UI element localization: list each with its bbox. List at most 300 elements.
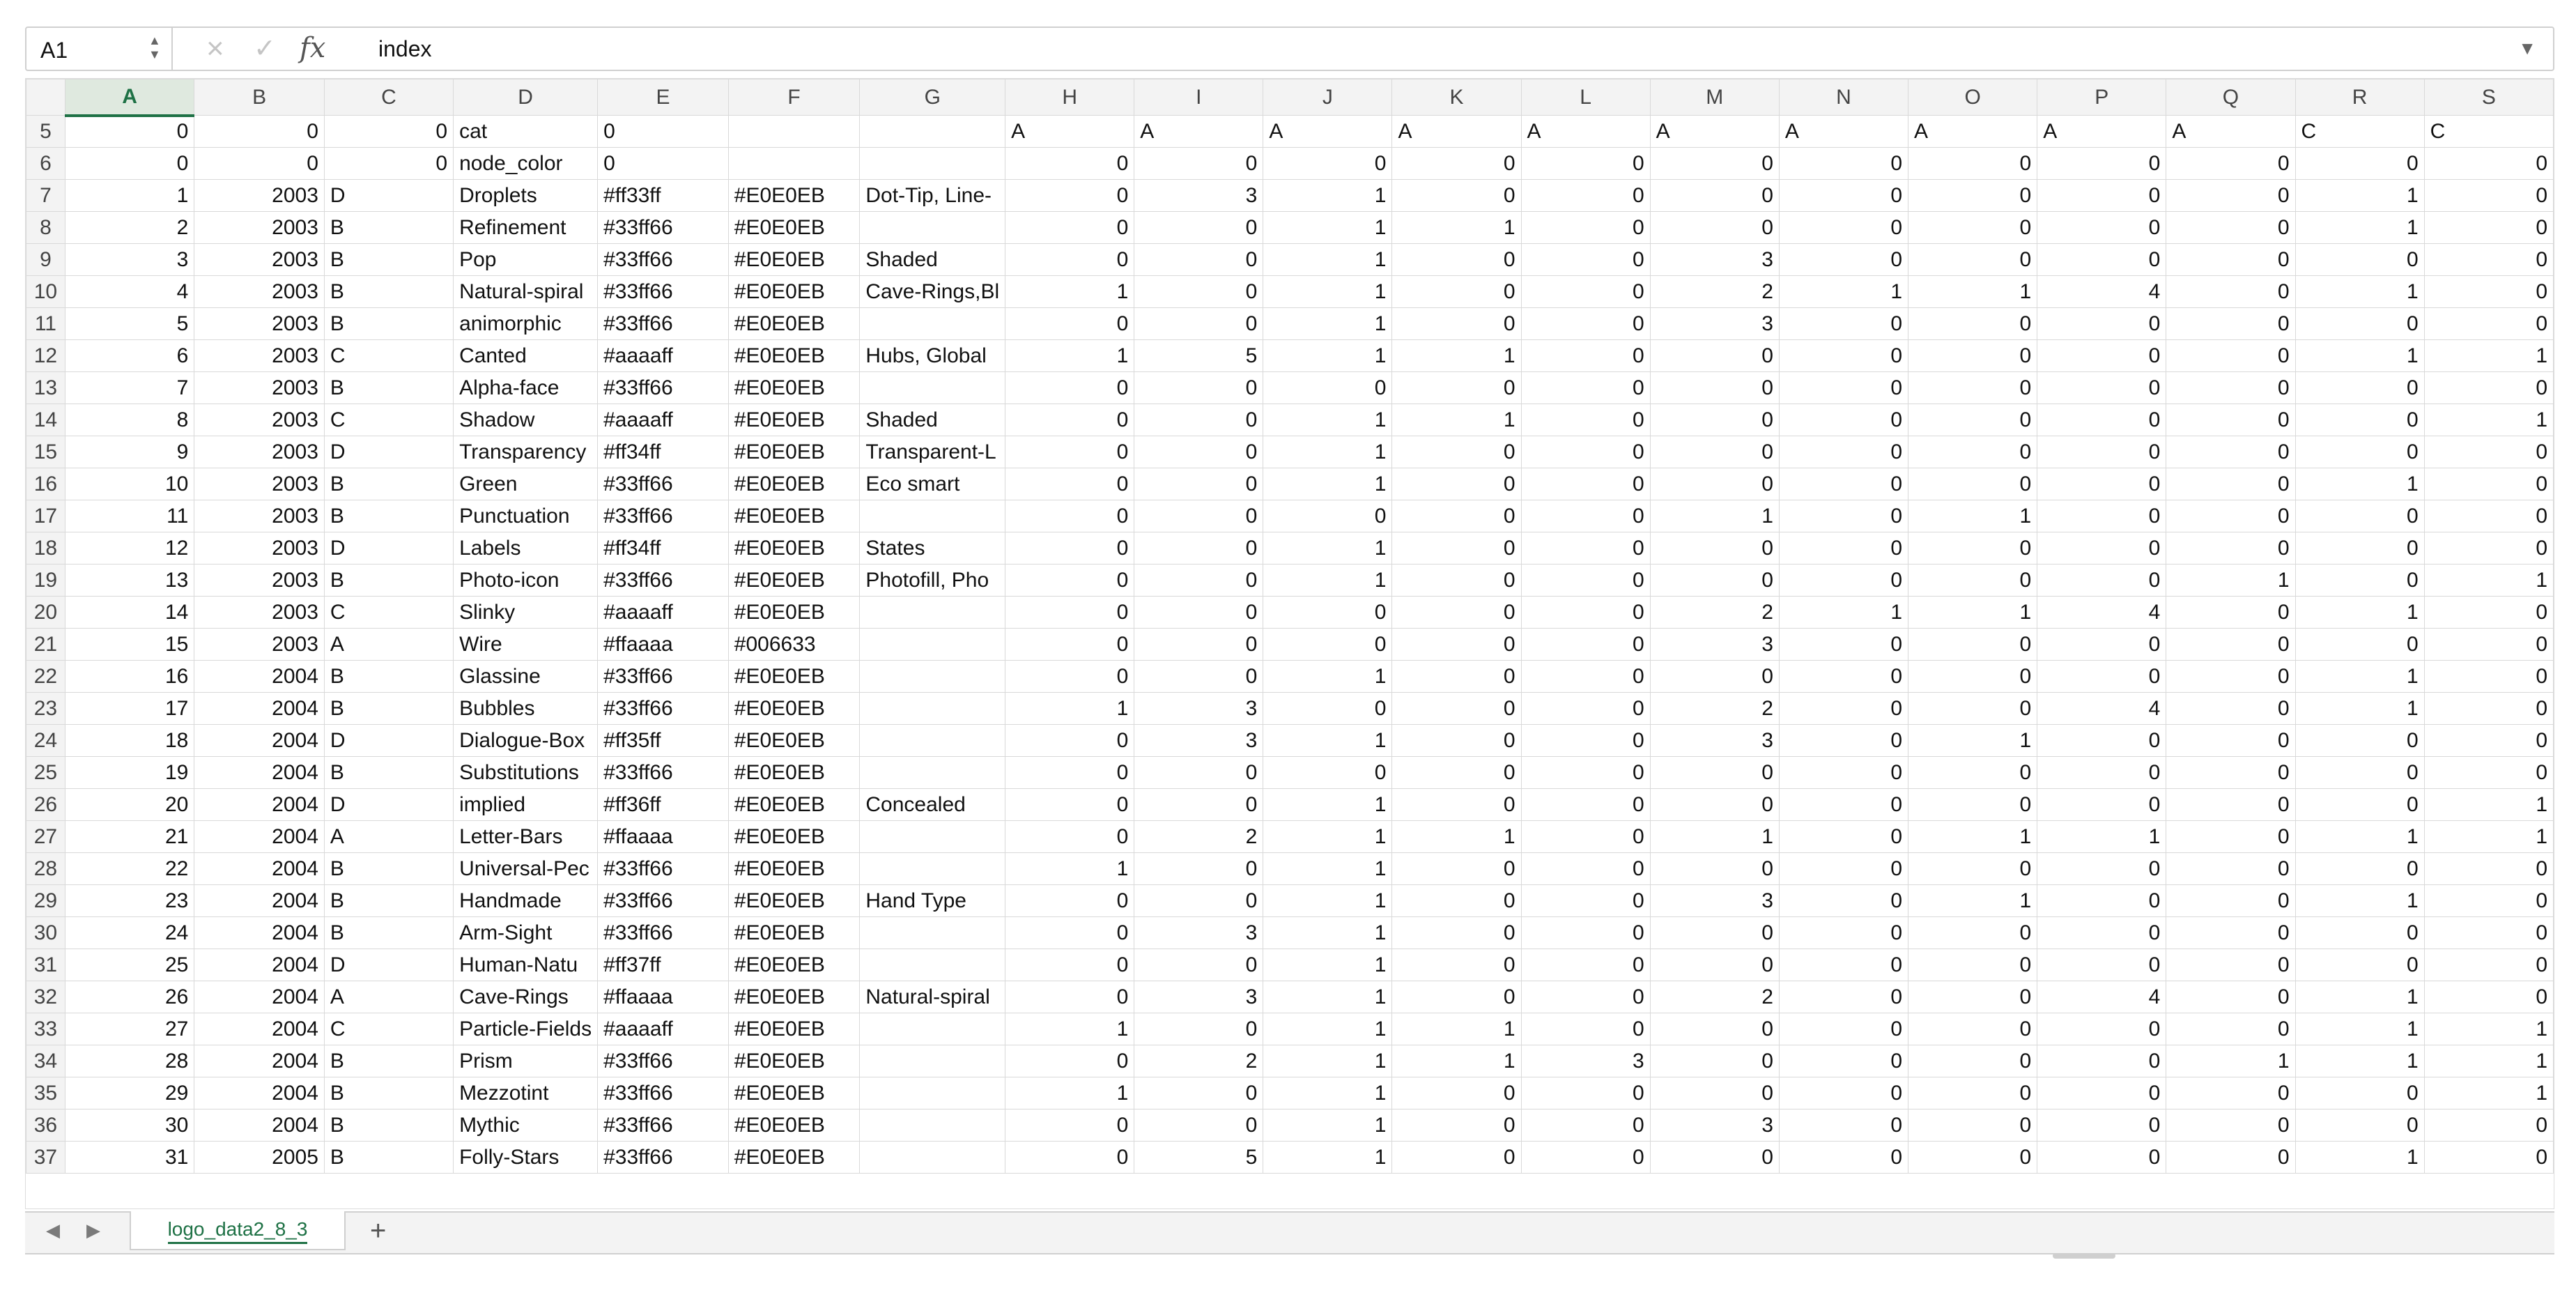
cell[interactable]: 0 xyxy=(2295,789,2424,821)
cell[interactable]: 0 xyxy=(1005,917,1134,949)
cell[interactable]: 0 xyxy=(1650,789,1779,821)
cell[interactable]: 30 xyxy=(65,1109,194,1142)
cell[interactable]: 0 xyxy=(2295,757,2424,789)
cell[interactable]: 0 xyxy=(1005,597,1134,629)
cell[interactable]: cat xyxy=(454,116,598,148)
cell[interactable]: 0 xyxy=(1779,1045,1908,1077)
cell[interactable]: 0 xyxy=(1908,148,2037,180)
cell[interactable]: 2004 xyxy=(194,1045,325,1077)
cell[interactable]: 0 xyxy=(1392,629,1521,661)
cell[interactable]: Cave-Rings,Bl xyxy=(860,276,1005,308)
row-header[interactable]: 10 xyxy=(26,276,65,308)
cell[interactable]: A xyxy=(1392,116,1521,148)
cell[interactable]: 0 xyxy=(1521,404,1650,436)
cell[interactable]: 2004 xyxy=(194,1109,325,1142)
cell[interactable]: 0 xyxy=(2166,1077,2295,1109)
column-header[interactable]: R xyxy=(2295,79,2424,116)
cell[interactable]: 0 xyxy=(1521,885,1650,917)
cell[interactable]: 24 xyxy=(65,917,194,949)
cell[interactable]: 0 xyxy=(1005,404,1134,436)
cell[interactable]: 0 xyxy=(2037,1109,2166,1142)
cell[interactable]: 0 xyxy=(2037,1013,2166,1045)
cell[interactable]: 3 xyxy=(1650,244,1779,276)
cell[interactable]: 3 xyxy=(1650,725,1779,757)
row-header[interactable]: 35 xyxy=(26,1077,65,1109)
cell[interactable]: 0 xyxy=(1779,148,1908,180)
cell[interactable]: 0 xyxy=(2424,661,2553,693)
cell[interactable]: 0 xyxy=(1779,981,1908,1013)
cell[interactable]: 0 xyxy=(1134,949,1263,981)
cell[interactable]: 0 xyxy=(1134,885,1263,917)
row-header[interactable]: 16 xyxy=(26,468,65,500)
cell[interactable]: 0 xyxy=(2295,532,2424,565)
cell[interactable]: Arm-Sight xyxy=(454,917,598,949)
cell[interactable]: 1 xyxy=(2037,821,2166,853)
column-header[interactable]: S xyxy=(2424,79,2553,116)
cell[interactable]: Cave-Rings xyxy=(454,981,598,1013)
cell[interactable]: 0 xyxy=(1908,340,2037,372)
cell[interactable]: 0 xyxy=(1779,468,1908,500)
cell[interactable]: 1 xyxy=(1263,917,1392,949)
cell[interactable]: 2 xyxy=(1650,693,1779,725)
cell[interactable]: 3 xyxy=(1650,885,1779,917)
cell[interactable]: 0 xyxy=(2037,532,2166,565)
cell[interactable]: 0 xyxy=(1392,981,1521,1013)
cell[interactable]: 0 xyxy=(1134,597,1263,629)
cell[interactable]: 0 xyxy=(1521,853,1650,885)
cell[interactable]: 0 xyxy=(1005,565,1134,597)
cell[interactable]: 0 xyxy=(1392,500,1521,532)
cell[interactable]: 0 xyxy=(1908,1013,2037,1045)
cell[interactable]: 0 xyxy=(1650,372,1779,404)
cell[interactable]: 0 xyxy=(1392,276,1521,308)
cell[interactable]: 1 xyxy=(1908,885,2037,917)
cell[interactable] xyxy=(860,821,1005,853)
cell[interactable]: 0 xyxy=(1521,212,1650,244)
cell[interactable]: 0 xyxy=(1779,308,1908,340)
cell[interactable]: Slinky xyxy=(454,597,598,629)
cell[interactable]: 3 xyxy=(65,244,194,276)
cell[interactable]: A xyxy=(1263,116,1392,148)
cell[interactable]: Mezzotint xyxy=(454,1077,598,1109)
cell[interactable]: 0 xyxy=(1650,148,1779,180)
cell[interactable]: 1 xyxy=(2424,404,2553,436)
cell[interactable]: 0 xyxy=(324,148,453,180)
cell[interactable]: 0 xyxy=(1005,725,1134,757)
cell[interactable]: #ffaaaa xyxy=(598,629,729,661)
cell[interactable]: #ff34ff xyxy=(598,532,729,565)
cell[interactable]: 0 xyxy=(2037,500,2166,532)
cell[interactable]: 0 xyxy=(2424,853,2553,885)
cell[interactable]: Shaded xyxy=(860,404,1005,436)
cell[interactable]: 0 xyxy=(2166,372,2295,404)
cell[interactable]: 0 xyxy=(2037,789,2166,821)
cell[interactable]: B xyxy=(324,500,453,532)
cell[interactable]: 1 xyxy=(2295,212,2424,244)
cell[interactable]: 0 xyxy=(1779,244,1908,276)
cell[interactable]: 2 xyxy=(1134,821,1263,853)
cell[interactable] xyxy=(860,1077,1005,1109)
cell[interactable]: 0 xyxy=(1521,372,1650,404)
cell[interactable]: Natural-spiral xyxy=(860,981,1005,1013)
row-header[interactable]: 13 xyxy=(26,372,65,404)
cell[interactable]: 0 xyxy=(1005,949,1134,981)
cell[interactable]: 1 xyxy=(1263,565,1392,597)
cell[interactable]: 0 xyxy=(65,148,194,180)
cell[interactable]: 0 xyxy=(1005,1142,1134,1174)
cell[interactable]: 0 xyxy=(1392,436,1521,468)
cell[interactable]: #E0E0EB xyxy=(728,885,860,917)
cell[interactable]: 0 xyxy=(2166,436,2295,468)
cell[interactable]: 3 xyxy=(1650,308,1779,340)
cell[interactable]: 0 xyxy=(2424,148,2553,180)
cell[interactable]: #E0E0EB xyxy=(728,661,860,693)
cell[interactable]: 0 xyxy=(598,116,729,148)
row-header[interactable]: 32 xyxy=(26,981,65,1013)
cell[interactable]: C xyxy=(2424,116,2553,148)
cell[interactable]: 2003 xyxy=(194,629,325,661)
cell[interactable]: D xyxy=(324,789,453,821)
cell[interactable]: 2004 xyxy=(194,693,325,725)
cell[interactable]: 0 xyxy=(1134,244,1263,276)
cell[interactable]: 0 xyxy=(2037,148,2166,180)
cell[interactable]: 0 xyxy=(1521,565,1650,597)
cell[interactable]: 1 xyxy=(1263,661,1392,693)
cell[interactable]: 2 xyxy=(1134,1045,1263,1077)
cell[interactable]: #E0E0EB xyxy=(728,436,860,468)
cell[interactable]: B xyxy=(324,661,453,693)
cell[interactable]: 0 xyxy=(1392,949,1521,981)
cell[interactable]: #E0E0EB xyxy=(728,949,860,981)
cell[interactable]: 1 xyxy=(1392,1045,1521,1077)
cell[interactable]: 0 xyxy=(1650,532,1779,565)
cell[interactable]: 0 xyxy=(2424,212,2553,244)
column-header[interactable]: K xyxy=(1392,79,1521,116)
cell[interactable]: D xyxy=(324,532,453,565)
cell[interactable]: 0 xyxy=(1392,1077,1521,1109)
cell[interactable]: 0 xyxy=(2037,340,2166,372)
cell[interactable]: 3 xyxy=(1134,981,1263,1013)
cell[interactable]: 0 xyxy=(1134,468,1263,500)
cell[interactable]: 0 xyxy=(1392,757,1521,789)
cell[interactable]: #33ff66 xyxy=(598,757,729,789)
cell[interactable]: 1 xyxy=(2295,340,2424,372)
cell[interactable]: 1 xyxy=(1392,1013,1521,1045)
column-header[interactable]: P xyxy=(2037,79,2166,116)
cell[interactable]: 0 xyxy=(2166,276,2295,308)
cell[interactable] xyxy=(860,212,1005,244)
cell[interactable]: 0 xyxy=(2166,212,2295,244)
cell[interactable] xyxy=(860,500,1005,532)
cell[interactable]: 0 xyxy=(1392,917,1521,949)
cell[interactable]: 0 xyxy=(2166,693,2295,725)
cell[interactable]: 1 xyxy=(1263,949,1392,981)
row-header[interactable]: 24 xyxy=(26,725,65,757)
cell[interactable]: 0 xyxy=(2424,725,2553,757)
cell[interactable]: #E0E0EB xyxy=(728,1013,860,1045)
cell[interactable]: 0 xyxy=(1779,500,1908,532)
cell[interactable]: 1 xyxy=(2424,1013,2553,1045)
cell[interactable]: 2003 xyxy=(194,212,325,244)
row-header[interactable]: 7 xyxy=(26,180,65,212)
cell[interactable]: 14 xyxy=(65,597,194,629)
cell[interactable]: 0 xyxy=(1521,981,1650,1013)
cell[interactable]: 0 xyxy=(1521,949,1650,981)
cell[interactable]: 2004 xyxy=(194,885,325,917)
cell[interactable]: 0 xyxy=(2295,436,2424,468)
cell[interactable]: 0 xyxy=(1134,1013,1263,1045)
cell[interactable]: B xyxy=(324,276,453,308)
cell[interactable]: 6 xyxy=(65,340,194,372)
cell[interactable]: #E0E0EB xyxy=(728,404,860,436)
cell[interactable]: 0 xyxy=(2166,500,2295,532)
cell[interactable]: 0 xyxy=(1779,404,1908,436)
cell[interactable]: 1 xyxy=(2424,821,2553,853)
cell[interactable]: #33ff66 xyxy=(598,1077,729,1109)
cell[interactable]: 1 xyxy=(2295,468,2424,500)
cell[interactable]: 0 xyxy=(2424,885,2553,917)
cell[interactable]: 0 xyxy=(1779,821,1908,853)
function-icon[interactable]: fx xyxy=(300,32,326,64)
cell[interactable]: #E0E0EB xyxy=(728,597,860,629)
cell[interactable]: 1 xyxy=(1779,597,1908,629)
cell[interactable]: 0 xyxy=(2037,436,2166,468)
cell[interactable]: 2004 xyxy=(194,757,325,789)
cell[interactable]: 0 xyxy=(2295,1077,2424,1109)
cell[interactable]: 3 xyxy=(1134,917,1263,949)
cell[interactable]: 0 xyxy=(2166,949,2295,981)
cell[interactable]: 1 xyxy=(2295,276,2424,308)
cell[interactable]: 0 xyxy=(1005,436,1134,468)
cell[interactable]: 0 xyxy=(2424,372,2553,404)
cell[interactable]: 0 xyxy=(324,116,453,148)
select-all-corner[interactable] xyxy=(26,79,65,116)
cell[interactable]: 0 xyxy=(1005,757,1134,789)
cell[interactable]: #33ff66 xyxy=(598,212,729,244)
cell[interactable]: 1 xyxy=(1263,853,1392,885)
cell[interactable]: 0 xyxy=(2424,757,2553,789)
cell[interactable]: #33ff66 xyxy=(598,1109,729,1142)
row-header[interactable]: 18 xyxy=(26,532,65,565)
row-header[interactable]: 20 xyxy=(26,597,65,629)
cell[interactable]: 0 xyxy=(1005,789,1134,821)
cell[interactable]: A xyxy=(1779,116,1908,148)
cell[interactable]: 1 xyxy=(1005,1013,1134,1045)
cell[interactable]: 0 xyxy=(1908,308,2037,340)
cell[interactable]: 0 xyxy=(1005,148,1134,180)
cell[interactable]: 1 xyxy=(2166,565,2295,597)
cell[interactable]: 0 xyxy=(1521,180,1650,212)
cell[interactable]: Droplets xyxy=(454,180,598,212)
cell[interactable]: 1 xyxy=(1263,436,1392,468)
cell[interactable]: 0 xyxy=(1263,148,1392,180)
add-sheet-button[interactable]: + xyxy=(370,1215,387,1246)
row-header[interactable]: 12 xyxy=(26,340,65,372)
cell[interactable]: 0 xyxy=(1521,308,1650,340)
row-header[interactable]: 26 xyxy=(26,789,65,821)
cell[interactable]: Green xyxy=(454,468,598,500)
cell[interactable]: 0 xyxy=(1779,1109,1908,1142)
cell[interactable]: 0 xyxy=(1134,1077,1263,1109)
cell[interactable]: 0 xyxy=(1521,821,1650,853)
cell[interactable]: 1 xyxy=(1908,821,2037,853)
row-header[interactable]: 28 xyxy=(26,853,65,885)
cell[interactable]: B xyxy=(324,1077,453,1109)
cell[interactable]: 0 xyxy=(2424,1109,2553,1142)
cell[interactable]: 0 xyxy=(2295,500,2424,532)
formula-input[interactable]: index xyxy=(378,36,432,61)
cell[interactable]: 0 xyxy=(1908,789,2037,821)
cell[interactable]: 1 xyxy=(1263,725,1392,757)
cell[interactable]: 2003 xyxy=(194,436,325,468)
cell[interactable]: 0 xyxy=(2166,308,2295,340)
cell[interactable]: 0 xyxy=(1521,693,1650,725)
cell[interactable]: 0 xyxy=(1908,853,2037,885)
cell[interactable]: 1 xyxy=(1263,1045,1392,1077)
row-header[interactable]: 33 xyxy=(26,1013,65,1045)
cell[interactable]: 0 xyxy=(2037,468,2166,500)
cell[interactable]: 1 xyxy=(1005,1077,1134,1109)
cell[interactable]: 1 xyxy=(1263,1142,1392,1174)
cell[interactable]: 1 xyxy=(2424,789,2553,821)
cell[interactable]: 0 xyxy=(2295,1109,2424,1142)
cell[interactable]: 26 xyxy=(65,981,194,1013)
cell[interactable]: 0 xyxy=(2295,148,2424,180)
column-header[interactable]: E xyxy=(598,79,729,116)
cell[interactable]: 0 xyxy=(1134,629,1263,661)
cell[interactable]: 0 xyxy=(2166,981,2295,1013)
cell[interactable]: 0 xyxy=(1779,340,1908,372)
cell[interactable]: 0 xyxy=(1779,725,1908,757)
cell[interactable]: 0 xyxy=(2424,500,2553,532)
cell[interactable]: 0 xyxy=(2295,565,2424,597)
cell[interactable]: 0 xyxy=(2424,1142,2553,1174)
cell[interactable]: 0 xyxy=(1650,917,1779,949)
cell[interactable]: Mythic xyxy=(454,1109,598,1142)
row-header[interactable]: 5 xyxy=(26,116,65,148)
cell[interactable]: #33ff66 xyxy=(598,853,729,885)
cell[interactable]: B xyxy=(324,853,453,885)
cell[interactable]: #E0E0EB xyxy=(728,340,860,372)
cell[interactable]: B xyxy=(324,693,453,725)
cell[interactable]: 0 xyxy=(1650,404,1779,436)
cell[interactable] xyxy=(860,629,1005,661)
cell[interactable]: D xyxy=(324,949,453,981)
cell[interactable]: 2003 xyxy=(194,500,325,532)
cell[interactable]: Shadow xyxy=(454,404,598,436)
cell[interactable]: 2003 xyxy=(194,180,325,212)
cell[interactable]: 2003 xyxy=(194,532,325,565)
cell[interactable]: 2003 xyxy=(194,372,325,404)
cell[interactable]: 0 xyxy=(1779,789,1908,821)
cell[interactable]: 2004 xyxy=(194,661,325,693)
cell[interactable]: 2004 xyxy=(194,789,325,821)
cell[interactable]: 0 xyxy=(2037,629,2166,661)
cell[interactable]: implied xyxy=(454,789,598,821)
cell[interactable]: 0 xyxy=(1134,436,1263,468)
cell[interactable]: 2 xyxy=(1650,276,1779,308)
cell[interactable]: 0 xyxy=(1521,276,1650,308)
cell[interactable]: 2003 xyxy=(194,340,325,372)
cell[interactable]: 1 xyxy=(1779,276,1908,308)
row-header[interactable]: 8 xyxy=(26,212,65,244)
cell[interactable]: 0 xyxy=(1392,532,1521,565)
cell[interactable]: 0 xyxy=(2295,917,2424,949)
cell[interactable]: 0 xyxy=(2424,276,2553,308)
cell[interactable]: 1 xyxy=(1392,340,1521,372)
cell[interactable]: Hand Type xyxy=(860,885,1005,917)
cell[interactable]: 0 xyxy=(2037,212,2166,244)
cell[interactable]: 2 xyxy=(1650,981,1779,1013)
cell[interactable]: 2004 xyxy=(194,725,325,757)
cell[interactable]: 2003 xyxy=(194,308,325,340)
cell[interactable]: 3 xyxy=(1650,629,1779,661)
cell[interactable]: 0 xyxy=(2037,404,2166,436)
cell[interactable]: 0 xyxy=(1392,308,1521,340)
cell[interactable]: #33ff66 xyxy=(598,917,729,949)
cell[interactable]: 2 xyxy=(1650,597,1779,629)
row-header[interactable]: 21 xyxy=(26,629,65,661)
cell[interactable]: 0 xyxy=(1650,180,1779,212)
cell[interactable]: 0 xyxy=(2037,757,2166,789)
cell[interactable]: 0 xyxy=(2037,661,2166,693)
cell[interactable]: 0 xyxy=(2424,917,2553,949)
cell[interactable]: 0 xyxy=(1650,757,1779,789)
cell[interactable]: 0 xyxy=(1650,661,1779,693)
cell[interactable]: 0 xyxy=(2037,565,2166,597)
cell[interactable]: 17 xyxy=(65,693,194,725)
column-header[interactable]: N xyxy=(1779,79,1908,116)
cell[interactable]: 0 xyxy=(1779,661,1908,693)
cell[interactable]: 2003 xyxy=(194,565,325,597)
cell[interactable]: B xyxy=(324,565,453,597)
cell[interactable]: 0 xyxy=(2166,180,2295,212)
cell[interactable]: B xyxy=(324,1109,453,1142)
cell[interactable]: 0 xyxy=(2424,693,2553,725)
sheet-tab-label[interactable]: logo_data2_8_3 xyxy=(168,1218,308,1244)
cell[interactable]: #33ff66 xyxy=(598,661,729,693)
cell[interactable]: #ff35ff xyxy=(598,725,729,757)
cell[interactable]: #ff37ff xyxy=(598,949,729,981)
cell[interactable]: 0 xyxy=(1908,180,2037,212)
cell[interactable]: 3 xyxy=(1650,1109,1779,1142)
cell[interactable]: 0 xyxy=(1134,404,1263,436)
cell[interactable]: 0 xyxy=(1908,468,2037,500)
cell[interactable]: A xyxy=(1650,116,1779,148)
cell[interactable]: 0 xyxy=(2166,885,2295,917)
cell[interactable]: 0 xyxy=(1005,180,1134,212)
cell[interactable]: #33ff66 xyxy=(598,276,729,308)
cell[interactable]: 0 xyxy=(2424,468,2553,500)
cell[interactable]: C xyxy=(324,1013,453,1045)
cell[interactable]: 13 xyxy=(65,565,194,597)
column-header[interactable]: B xyxy=(194,79,325,116)
cell[interactable]: 0 xyxy=(1392,725,1521,757)
cell[interactable]: 1 xyxy=(2295,981,2424,1013)
cell[interactable]: 1 xyxy=(1005,693,1134,725)
cell[interactable]: #E0E0EB xyxy=(728,757,860,789)
cell[interactable]: #33ff66 xyxy=(598,1142,729,1174)
cell[interactable]: 0 xyxy=(1521,340,1650,372)
row-header[interactable]: 15 xyxy=(26,436,65,468)
cell[interactable]: #E0E0EB xyxy=(728,1077,860,1109)
cell[interactable]: D xyxy=(324,436,453,468)
cell[interactable]: 0 xyxy=(194,148,325,180)
cell[interactable]: Hubs, Global xyxy=(860,340,1005,372)
cell[interactable]: #E0E0EB xyxy=(728,308,860,340)
cell[interactable]: 1 xyxy=(1263,789,1392,821)
cell[interactable]: 0 xyxy=(598,148,729,180)
